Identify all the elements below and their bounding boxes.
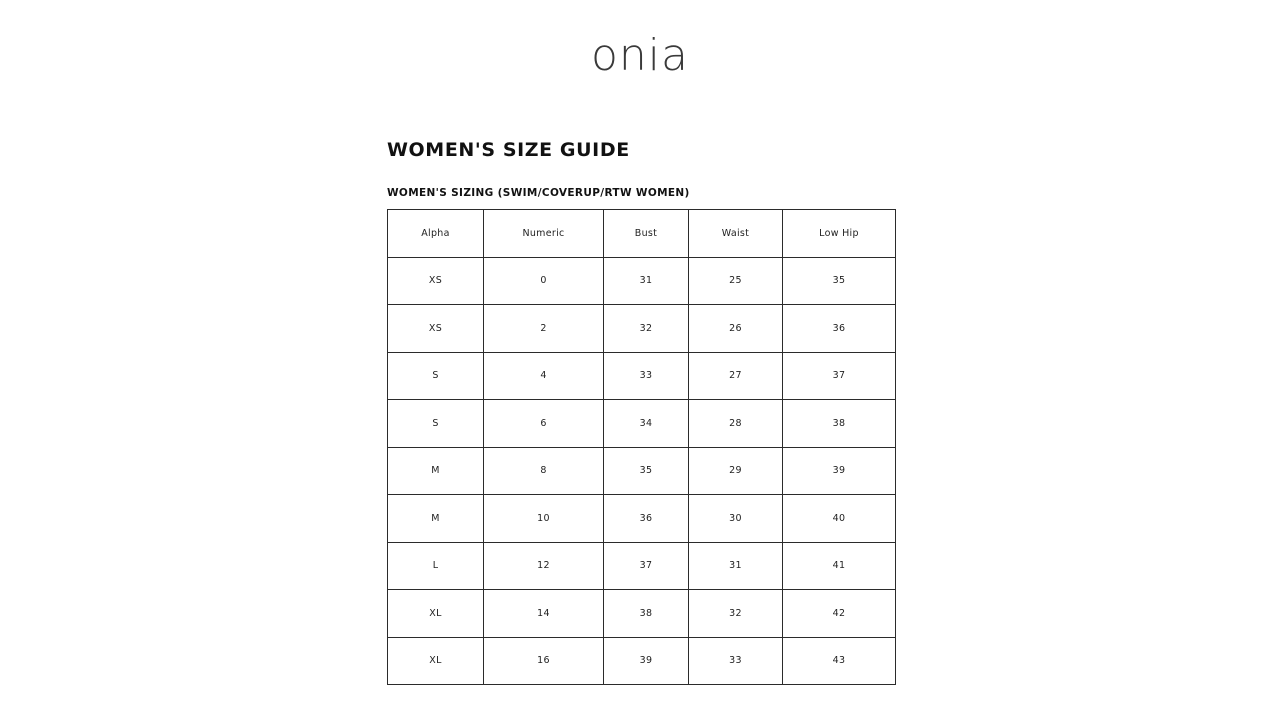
table-row [388, 400, 896, 448]
cell-bust: 35 [604, 447, 689, 495]
cell-bust: 36 [604, 495, 689, 543]
table-row [388, 637, 896, 685]
size-guide-content [387, 138, 895, 685]
cell-bust: 33 [604, 352, 689, 400]
table-row [388, 352, 896, 400]
cell-waist: 31 [689, 542, 783, 590]
column-header-waist: Waist [689, 210, 783, 258]
size-chart-table [387, 209, 896, 685]
table-row [388, 257, 896, 305]
cell-bust: 32 [604, 305, 689, 353]
cell-alpha: M [388, 495, 484, 543]
cell-numeric: 6 [484, 400, 604, 448]
cell-waist: 27 [689, 352, 783, 400]
cell-waist: 26 [689, 305, 783, 353]
cell-waist: 33 [689, 637, 783, 685]
cell-numeric: 0 [484, 257, 604, 305]
cell-numeric: 4 [484, 352, 604, 400]
cell-low-hip: 36 [783, 305, 896, 353]
cell-low-hip: 40 [783, 495, 896, 543]
cell-waist: 28 [689, 400, 783, 448]
cell-waist: 29 [689, 447, 783, 495]
column-header-low-hip: Low Hip [783, 210, 896, 258]
table-row [388, 447, 896, 495]
cell-alpha: XS [388, 305, 484, 353]
cell-numeric: 12 [484, 542, 604, 590]
cell-numeric: 16 [484, 637, 604, 685]
cell-alpha: S [388, 352, 484, 400]
table-row [388, 590, 896, 638]
cell-low-hip: 37 [783, 352, 896, 400]
cell-bust: 34 [604, 400, 689, 448]
cell-numeric: 8 [484, 447, 604, 495]
table-header-row [388, 210, 896, 258]
cell-alpha: XS [388, 257, 484, 305]
table-row [388, 305, 896, 353]
cell-waist: 25 [689, 257, 783, 305]
cell-low-hip: 38 [783, 400, 896, 448]
cell-bust: 31 [604, 257, 689, 305]
cell-bust: 37 [604, 542, 689, 590]
cell-numeric: 10 [484, 495, 604, 543]
column-header-bust: Bust [604, 210, 689, 258]
column-header-alpha: Alpha [388, 210, 484, 258]
cell-waist: 30 [689, 495, 783, 543]
cell-alpha: XL [388, 637, 484, 685]
cell-alpha: M [388, 447, 484, 495]
cell-bust: 38 [604, 590, 689, 638]
cell-low-hip: 43 [783, 637, 896, 685]
cell-low-hip: 35 [783, 257, 896, 305]
cell-low-hip: 39 [783, 447, 896, 495]
cell-low-hip: 41 [783, 542, 896, 590]
cell-numeric: 2 [484, 305, 604, 353]
column-header-numeric: Numeric [484, 210, 604, 258]
table-caption: WOMEN'S SIZING (SWIM/COVERUP/RTW WOMEN) [387, 187, 690, 199]
cell-alpha: L [388, 542, 484, 590]
cell-waist: 32 [689, 590, 783, 638]
cell-bust: 39 [604, 637, 689, 685]
table-row [388, 542, 896, 590]
cell-alpha: S [388, 400, 484, 448]
table-row [388, 495, 896, 543]
cell-alpha: XL [388, 590, 484, 638]
page-title: WOMEN'S SIZE GUIDE [387, 139, 630, 161]
brand-logo: onia [591, 30, 689, 81]
cell-numeric: 14 [484, 590, 604, 638]
cell-low-hip: 42 [783, 590, 896, 638]
